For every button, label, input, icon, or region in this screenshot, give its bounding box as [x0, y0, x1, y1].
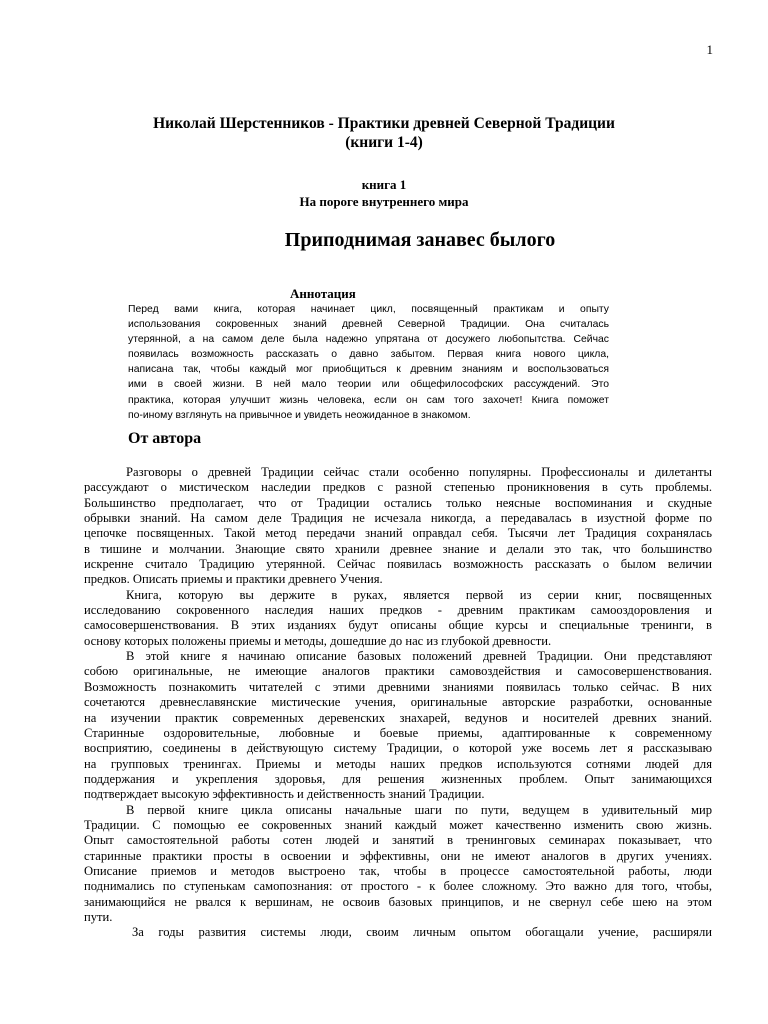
book-label: книга 1	[361, 177, 407, 192]
body-line: В этой книге я начинаю описание базовых положений древней Традиции. Они представляют	[126, 649, 712, 664]
body-line: сочетаются древнеславянские мистические учения, оригинальные авторские разработки, основанные	[84, 695, 712, 710]
body-line: на изучении практик современных деревенских знахарей, ведунов и носителей древних знаний.	[84, 710, 712, 725]
annotation-line: появилась возможность рассказать о давно забытом. Первая книга нового цикла,	[128, 349, 609, 361]
body-line: занимающийся не рвался к вершинам, не освоив базовых принципов, и не свернул себе шею на этом	[84, 894, 712, 909]
book-heading	[0, 176, 768, 210]
title-line-2: (книги 1-4)	[345, 134, 423, 151]
body-line: исследованию сокровенного наследия наших предков - древним практикам самооздоровления и	[84, 603, 712, 618]
annotation-line: утерянной, а на самом деле была надежно упрятана от досужего любопытства. Сейчас	[128, 334, 609, 346]
body-line: Возможность познакомить читателей с этими древними знаниями появилась только сейчас. В них	[84, 679, 712, 694]
author-heading: От автора	[128, 430, 202, 447]
body-line: Описание приемов и методов выстроено так, чтобы в процессе самостоятельной работы, люди	[84, 863, 712, 878]
body-line: Старинные оздоровительные, любовные и боевые приемы, адаптированные к современному	[84, 725, 712, 740]
body-line: на групповых тренингах. Приемы и методы наших предков используются сотнями людей для	[84, 756, 712, 771]
body-line: предков. Описать приемы и практики древнего Учения.	[84, 572, 383, 587]
body-line: Опыт самостоятельной работы сотен людей и занятий в тренинговых семинарах показывает, что	[84, 833, 712, 848]
body-line: Книга, которую вы держите в руках, является первой из серии книг, посвященных	[126, 587, 712, 602]
body-line: поднимались по ступенькам самопознания: от простого - к более сложному. Это важно для того, чтобы,	[84, 879, 712, 894]
annotation-line: по-иному взглянуть на привычное и увидеть неожиданное в знакомом.	[128, 409, 471, 421]
body-text	[84, 465, 712, 941]
body-line: собою оригинальные, не имеющие аналогов практики самовоздействия и самосовершенствования.	[84, 664, 712, 679]
body-line: восприятию, соединены в действующую систему Традиции, о которой уже восемь лет я рассказываю	[84, 741, 712, 756]
annotation-line: использования сокровенных знаний древней Северной Традиции. Она считалась	[128, 319, 609, 331]
annotation-line: ими в своей жизни. В ней мало теории или общефилософских рассуждений. Это	[128, 379, 609, 391]
body-line: цепочке посвященных. Такой метод передачи знаний оправдал себя. Тысячи лет Традиция сохранялась	[84, 526, 712, 541]
body-line: подтверждает высокую эффективность и действенность знаний Традиции.	[84, 787, 485, 802]
annotation-line: практика, которая улучшит жизнь человека, если он сам того захочет! Книга поможет	[128, 394, 609, 406]
body-line: пути.	[84, 909, 113, 924]
body-line: поддержания и укрепления здоровья, для решения жизненных проблем. Опыт занимающихся	[84, 771, 712, 786]
body-line: Разговоры о древней Традиции сейчас стали особенно популярны. Профессионалы и дилетанты	[126, 465, 712, 479]
body-line: Большинство предполагает, что от Традиции остались только неясные воспоминания и скудные	[84, 495, 712, 510]
document-title	[0, 114, 768, 152]
main-heading: Приподнимая занавес былого	[284, 229, 556, 251]
annotation-paragraph	[128, 302, 609, 423]
annotation-heading: Аннотация	[290, 286, 356, 301]
body-line: За годы развития системы люди, своим личным опытом обогащали учение, расширяли	[132, 925, 712, 940]
title-line-1: Николай Шерстенников - Практики древней Северной Традиции	[153, 115, 615, 132]
body-line: основу которых положены приемы и методы, дошедшие до нас из глубокой древности.	[84, 633, 552, 648]
body-line: искренне считало Традицию утерянной. Сейчас появилась возможность рассказать о былом величии	[84, 557, 712, 572]
body-line: самосовершенствования. В этих изданиях будут описаны общие курсы и специальные тренинги, в	[84, 618, 712, 633]
body-line: рассуждают о мистическом наследии предков с разной степенью проникновения в суть проблемы.	[84, 480, 712, 495]
body-line: старинные практики просты в освоении и эффективны, они не имеют аналогов в других учениях.	[84, 848, 712, 863]
book-subtitle: На пороге внутреннего мира	[299, 194, 469, 209]
annotation-line: Перед вами книга, которая начинает цикл, посвященный практикам и опыту	[128, 304, 609, 315]
page-number: 1	[706, 42, 713, 57]
body-line: обрывки знаний. На самом деле Традиция не исчезала никогда, а передавалась в изустной форме по	[84, 511, 712, 526]
annotation-line: написана так, чтобы каждый мог приобщиться к древним знаниям и воспользоваться	[128, 364, 609, 376]
body-line: В первой книге цикла описаны начальные шаги по пути, ведущем в удивительный мир	[126, 802, 712, 817]
body-line: Традиции. С помощью ее сокровенных знаний каждый может качественно изменить свою жизнь.	[84, 817, 712, 832]
body-line: в тишине и молчании. Знающие свято хранили древнее знание и делали это так, что большинство	[84, 541, 712, 556]
